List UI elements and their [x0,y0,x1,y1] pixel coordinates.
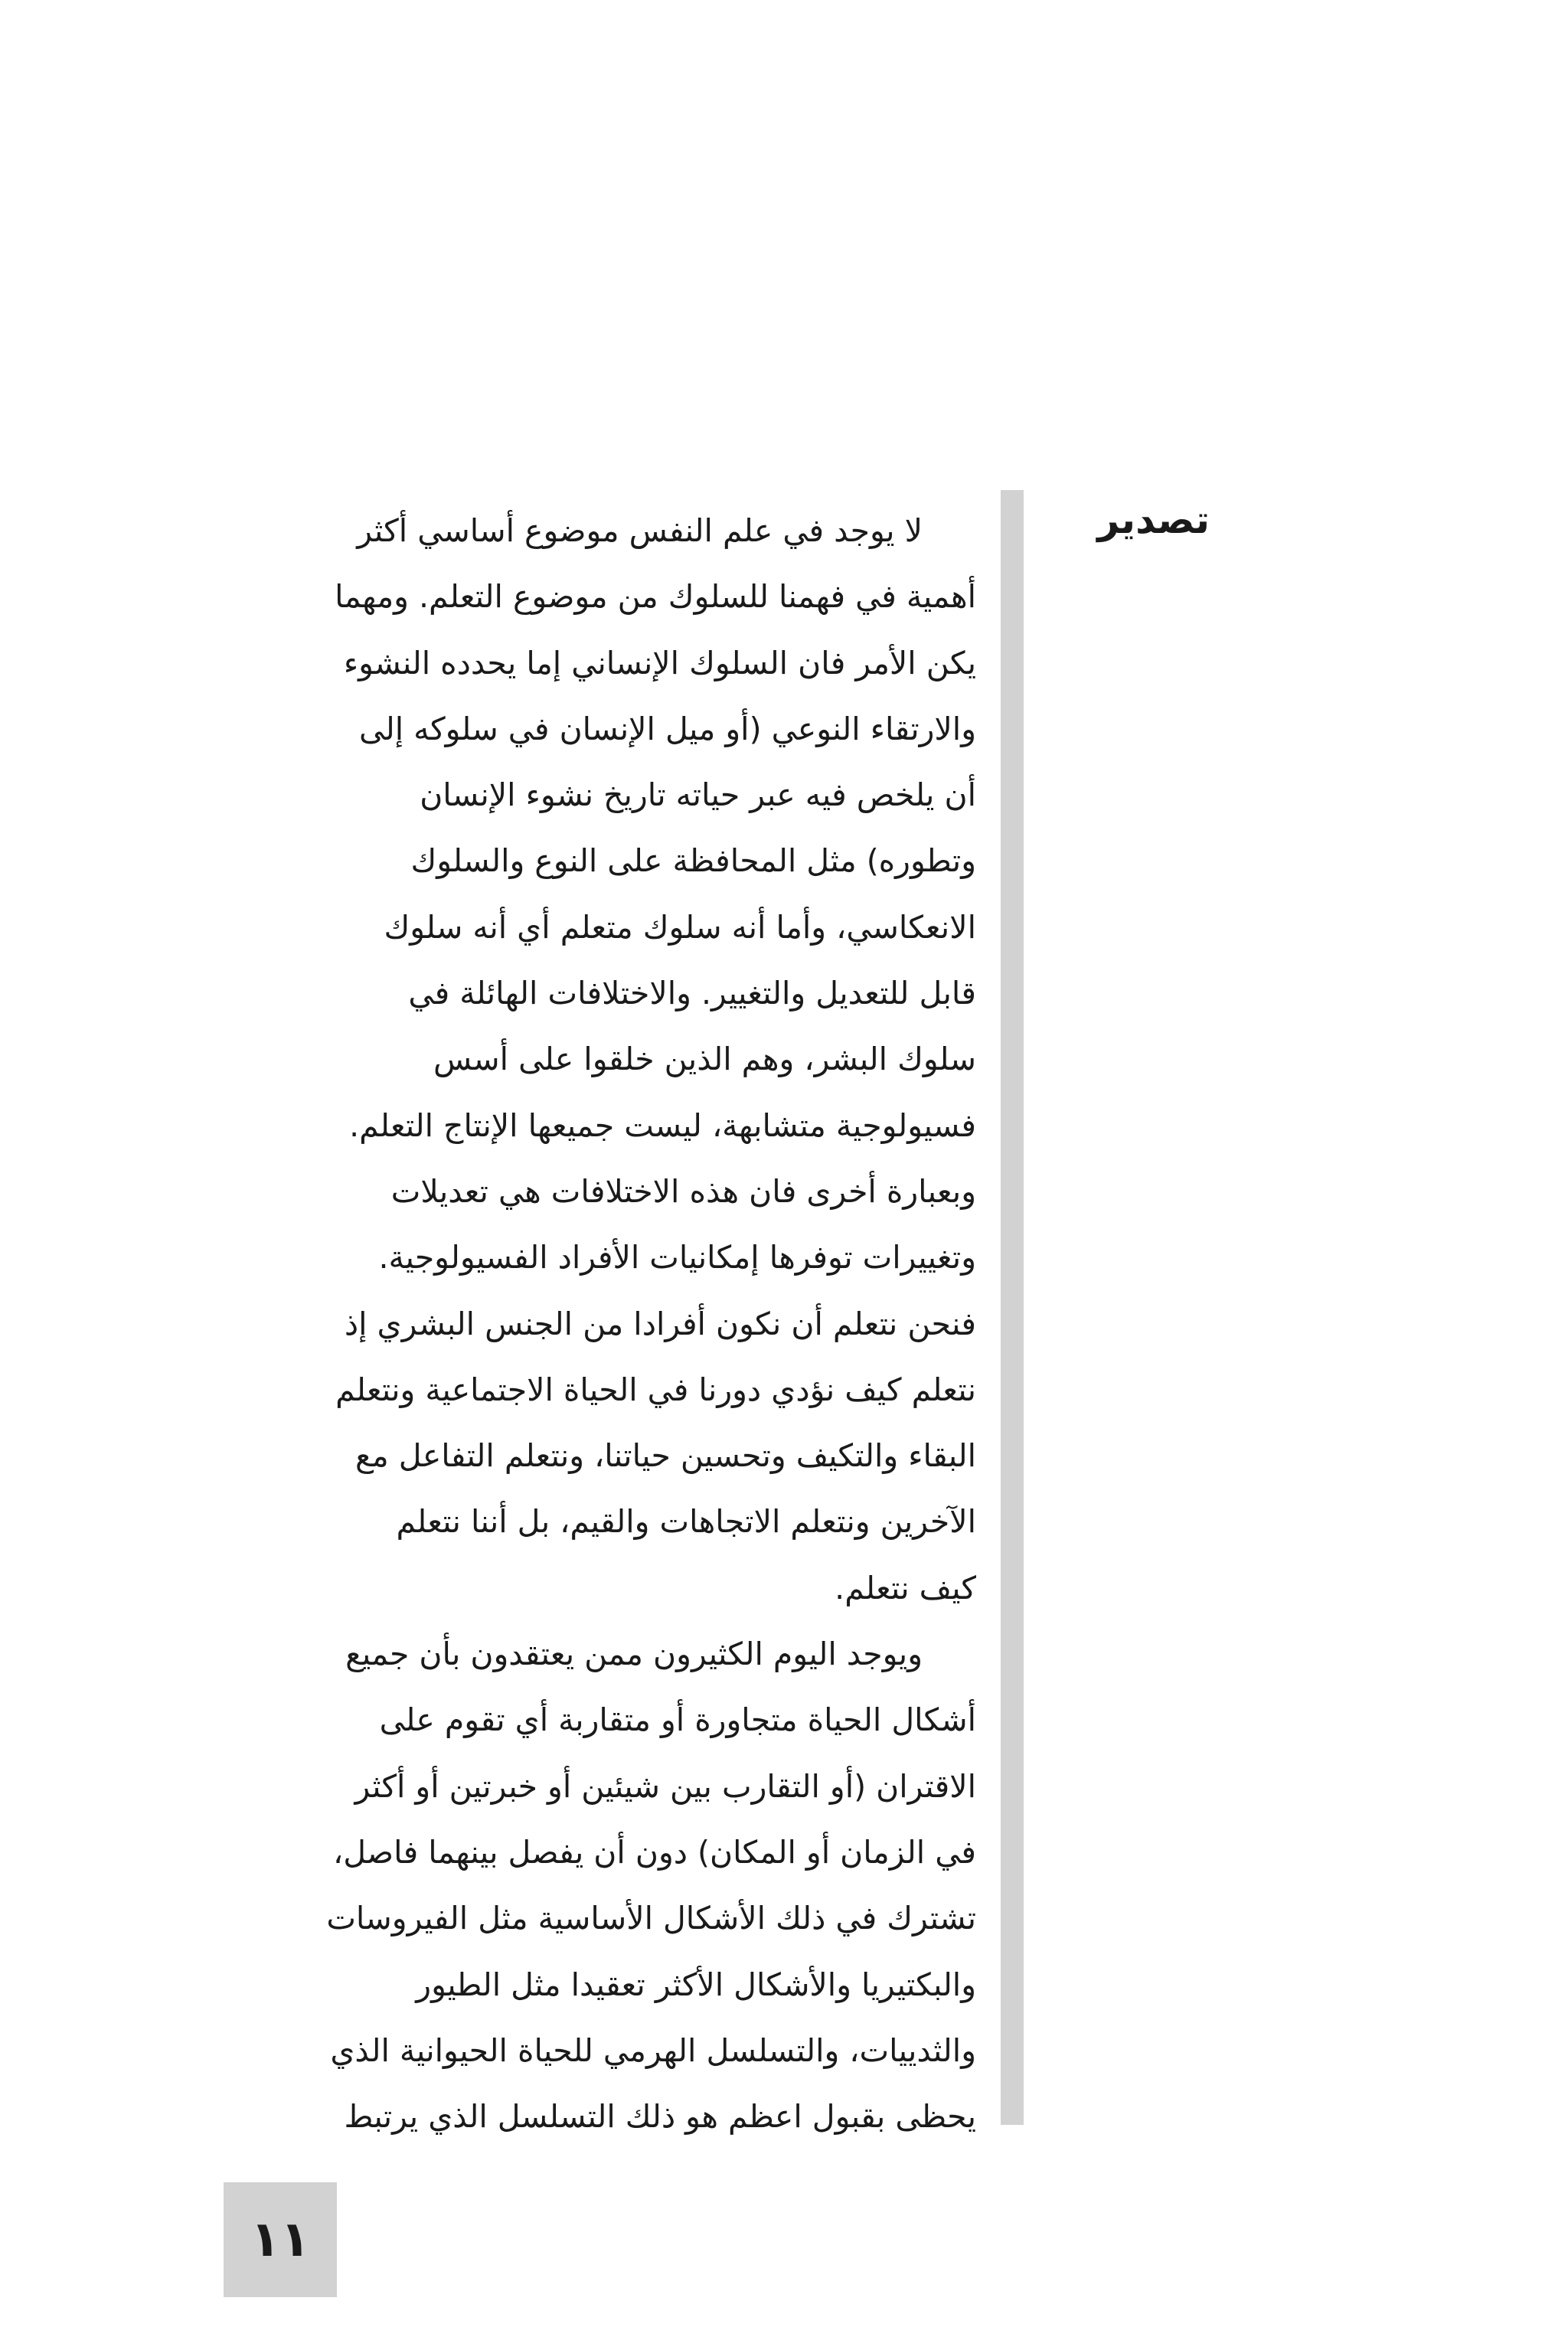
page-number-box [224,2182,337,2297]
paragraph-line: وبعبارة أخرى فان هذه الاختلافات هي تعديلات [390,1172,976,1210]
vertical-margin-rule [1001,490,1024,2125]
paragraph-line: يكن الأمر فان السلوك الإنساني إما يحدده النشوء [343,644,976,681]
paragraph-line: في الزمان أو المكان) دون أن يفصل بينهما فاصل، [333,1833,976,1871]
paragraph-line: أهمية في فهمنا للسلوك من موضوع التعلم. ومهما [335,578,976,616]
paragraph-line: تشترك في ذلك الأشكال الأساسية مثل الفيروسات [326,1900,976,1937]
paragraph-line: الانعكاسي، وأما أنه سلوك متعلم أي أنه سلوك [384,908,976,946]
body-text [226,498,976,2149]
paragraph-line: وتطوره) مثل المحافظة على النوع والسلوك [410,842,976,880]
paragraph-line: يحظى بقبول اعظم هو ذلك التسلسل الذي يرتبط [344,2098,976,2136]
paragraph-line: أن يلخص فيه عبر حياته تاريخ نشوء الإنسان [420,776,976,814]
paragraph-line: الاقتران (أو التقارب بين شيئين أو خبرتين أو أكثر [354,1767,976,1805]
paragraph-line: الآخرين ونتعلم الاتجاهات والقيم، بل أننا نتعلم [396,1503,976,1541]
section-title: تصدير [1097,498,1210,542]
paragraph-line: فنحن نتعلم أن نكون أفرادا من الجنس البشري إذ [344,1305,976,1342]
paragraph-line: والارتقاء النوعي (أو ميل الإنسان في سلوكه إلى [359,710,976,747]
paragraph-line: سلوك البشر، وهم الذين خلقوا على أسس [433,1041,976,1078]
paragraph-line: نتعلم كيف نؤدي دورنا في الحياة الاجتماعية ونتعلم [335,1371,976,1408]
paragraph-line: أشكال الحياة متجاورة أو متقاربة أي تقوم على [379,1701,976,1739]
paragraph-line: والثدييات، والتسلسل الهرمي للحياة الحيوانية الذي [330,2031,976,2069]
paragraph-line: قابل للتعديل والتغيير. والاختلافات الهائلة في [408,975,976,1012]
paragraph-line: وتغييرات توفرها إمكانيات الأفراد الفسيولوجية. [378,1239,976,1276]
paragraph-line: والبكتيريا والأشكال الأكثر تعقيدا مثل الطيور [416,1966,976,2003]
page-number: ١١ [250,2211,311,2268]
paragraph-line: فسيولوجية متشابهة، ليست جميعها الإنتاج التعلم. [349,1106,976,1144]
paragraph-line: البقاء والتكيف وتحسين حياتنا، ونتعلم التفاعل مع [354,1437,976,1475]
paragraph-line: كيف نتعلم. [835,1569,976,1606]
paragraph-line: ويوجد اليوم الكثيرون ممن يعتقدون بأن جميع [345,1636,923,1673]
paragraph-line: لا يوجد في علم النفس موضوع أساسي أكثر [357,512,923,549]
